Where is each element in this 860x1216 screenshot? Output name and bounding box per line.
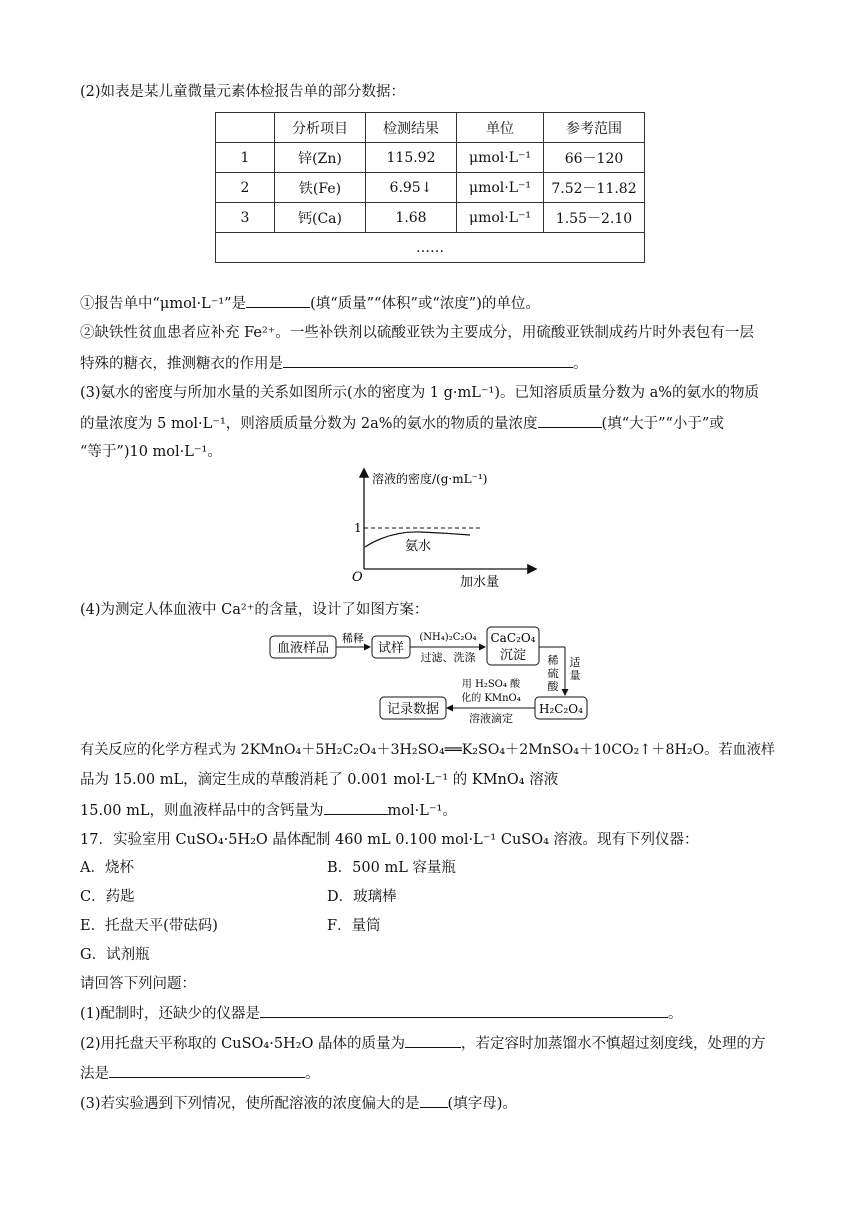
answer-blank[interactable] bbox=[538, 413, 602, 428]
dilute-label: 稀释 bbox=[342, 632, 364, 645]
q17-part3-pre: (3)若实验遇到下列情况，使所配溶液的浓度偏大的是 bbox=[80, 1096, 420, 1112]
table-cell: 铁(Fe) bbox=[275, 173, 366, 203]
table-header: 单位 bbox=[457, 113, 544, 143]
table-row bbox=[216, 233, 645, 263]
precipitate-label: 沉淀 bbox=[499, 648, 527, 663]
dilute-sulfuric-acid-char: 酸 bbox=[547, 680, 559, 693]
q3-line3: “等于”)10 mol·L⁻¹。 bbox=[80, 444, 222, 460]
table-cell: 2 bbox=[216, 173, 275, 203]
table-cell: 6.95↓ bbox=[366, 173, 457, 203]
option-g: G．试剂瓶 bbox=[80, 947, 150, 963]
calcium-oxalate-label: CaC₂O₄ bbox=[490, 631, 536, 645]
table-cell: 1.68 bbox=[366, 203, 457, 233]
oxalic-acid-label: H₂C₂O₄ bbox=[539, 702, 583, 716]
answer-blank[interactable] bbox=[405, 1033, 461, 1048]
table-header-row bbox=[216, 113, 645, 143]
table-cell: 锌(Zn) bbox=[275, 143, 366, 173]
y-axis-label: 溶液的密度/(g·mL⁻¹) bbox=[372, 472, 488, 486]
table-header: 分析项目 bbox=[275, 113, 366, 143]
q2-part1-pre: ①报告单中“μmol·L⁻¹”是 bbox=[80, 296, 247, 312]
density-graph bbox=[340, 465, 540, 590]
table-row bbox=[216, 203, 645, 233]
table-cell: 7.52－11.82 bbox=[544, 173, 645, 203]
answer-prompt: 请回答下列问题： bbox=[80, 976, 196, 992]
acidified-label-1: 用 H₂SO₄ 酸 bbox=[461, 679, 521, 690]
option-b: B．500 mL 容量瓶 bbox=[327, 860, 456, 876]
table-header bbox=[216, 113, 275, 143]
q17-part3-post: (填字母)。 bbox=[447, 1096, 517, 1112]
answer-blank[interactable] bbox=[109, 1063, 305, 1078]
answer-blank[interactable] bbox=[260, 1003, 668, 1018]
option-a: A．烧杯 bbox=[80, 860, 134, 876]
option-f: F．量筒 bbox=[327, 918, 381, 934]
dilute-sulfuric-acid-char: 稀 bbox=[547, 654, 559, 667]
option-e: E．托盘天平(带砝码) bbox=[80, 918, 218, 934]
appropriate-amount-char: 量 bbox=[569, 669, 581, 682]
table-header: 参考范围 bbox=[544, 113, 645, 143]
q4-line2: 品为 15.00 mL，滴定生成的草酸消耗了 0.001 mol·L⁻¹ 的 KMnO₄ 溶液 bbox=[80, 772, 559, 788]
q3-post: (填“大于”“小于”或 bbox=[601, 416, 724, 432]
answer-blank[interactable] bbox=[246, 293, 310, 308]
q17-stem: 17．实验室用 CuSO₄·5H₂O 晶体配制 460 mL 0.100 mol·L⁻¹ CuSO₄ 溶液。现有下列仪器： bbox=[80, 832, 699, 848]
option-d: D．玻璃棒 bbox=[327, 889, 397, 905]
table-cell: 66－120 bbox=[544, 143, 645, 173]
q4-post: mol·L⁻¹。 bbox=[387, 803, 457, 819]
q17-part1 bbox=[80, 1003, 683, 1024]
table-header: 检测结果 bbox=[366, 113, 457, 143]
q2-part1 bbox=[80, 293, 540, 314]
record-data-label: 记录数据 bbox=[386, 702, 440, 717]
acidified-label-2: 化的 KMnO₄ bbox=[461, 693, 521, 704]
q2-part2-line1: ②缺铁性贫血患者应补充 Fe²⁺。一些补铁剂以硫酸亚铁为主要成分，用硫酸亚铁制成药片时外表包有一层 bbox=[80, 325, 754, 341]
flow-diagram bbox=[265, 622, 595, 728]
blood-sample-label: 血液样品 bbox=[276, 641, 330, 656]
q17-part2-pre: (2)用托盘天平称取的 CuSO₄·5H₂O 晶体的质量为 bbox=[80, 1036, 406, 1052]
answer-blank[interactable] bbox=[420, 1093, 448, 1108]
dilute-sulfuric-acid-char: 硫 bbox=[547, 667, 559, 680]
option-c: C．药匙 bbox=[80, 889, 135, 905]
table-row bbox=[216, 143, 645, 173]
table-cell: μmol·L⁻¹ bbox=[457, 203, 544, 233]
table-cell: 钙(Ca) bbox=[275, 203, 366, 233]
q2-part1-post: (填“质量”“体积”或“浓度”)的单位。 bbox=[310, 296, 540, 312]
q4-intro: (4)为测定人体血液中 Ca²⁺的含量，设计了如图方案： bbox=[80, 602, 429, 618]
q17-part2b-post: 。 bbox=[305, 1066, 320, 1082]
q17-part2b-pre: 法是 bbox=[80, 1066, 109, 1082]
q17-part1-post: 。 bbox=[668, 1006, 683, 1022]
table-cell: 1.55－2.10 bbox=[544, 203, 645, 233]
x-axis-label: 加水量 bbox=[460, 575, 500, 590]
answer-blank[interactable] bbox=[283, 353, 573, 368]
titration-label: 溶液滴定 bbox=[469, 712, 513, 725]
curve-label: 氨水 bbox=[405, 539, 432, 554]
table-ellipsis: …… bbox=[216, 233, 645, 263]
appropriate-amount-char: 适 bbox=[569, 656, 581, 669]
q2-part2-line2 bbox=[80, 353, 588, 374]
table-cell: μmol·L⁻¹ bbox=[457, 143, 544, 173]
test-sample-label: 试样 bbox=[377, 641, 405, 656]
q17-part2-line2 bbox=[80, 1063, 320, 1084]
origin-label: O bbox=[352, 570, 363, 585]
q4-line3 bbox=[80, 800, 457, 821]
q2-intro: (2)如表是某儿童微量元素体检报告单的部分数据： bbox=[80, 84, 406, 100]
q3-line2 bbox=[80, 413, 724, 434]
q2-part2-pre: 特殊的糖衣，推测糖衣的作用是 bbox=[80, 356, 283, 372]
q17-part1-pre: (1)配制时，还缺少的仪器是 bbox=[80, 1006, 261, 1022]
q4-equation-line: 有关反应的化学方程式为 2KMnO₄＋5H₂C₂O₄＋3H₂SO₄══K₂SO₄＋2MnSO₄＋10CO₂↑＋8H₂O。若血液样 bbox=[80, 742, 776, 758]
report-table bbox=[215, 112, 645, 263]
q17-part2-post: ，若定容时加蒸馏水不慎超过刻度线，处理的方 bbox=[461, 1036, 766, 1052]
y-tick-label: 1 bbox=[354, 521, 362, 535]
q17-part2-line1 bbox=[80, 1033, 766, 1054]
q2-part2-post: 。 bbox=[573, 356, 588, 372]
table-cell: 1 bbox=[216, 143, 275, 173]
filter-wash-label: 过滤、洗涤 bbox=[420, 651, 476, 664]
table-cell: μmol·L⁻¹ bbox=[457, 173, 544, 203]
answer-blank[interactable] bbox=[324, 800, 388, 815]
table-row bbox=[216, 173, 645, 203]
table-cell: 3 bbox=[216, 203, 275, 233]
q17-part3 bbox=[80, 1093, 517, 1114]
q3-line1: (3)氨水的密度与所加水量的关系如图所示(水的密度为 1 g·mL⁻¹)。已知溶质质量分数为 a%的氨水的物质 bbox=[80, 385, 760, 401]
q3-pre: 的量浓度为 5 mol·L⁻¹，则溶质质量分数为 2a%的氨水的物质的量浓度 bbox=[80, 416, 538, 432]
q4-pre: 15.00 mL，则血液样品中的含钙量为 bbox=[80, 803, 324, 819]
ammonium-oxalate-label: (NH₄)₂C₂O₄ bbox=[419, 632, 477, 643]
table-cell: 115.92 bbox=[366, 143, 457, 173]
